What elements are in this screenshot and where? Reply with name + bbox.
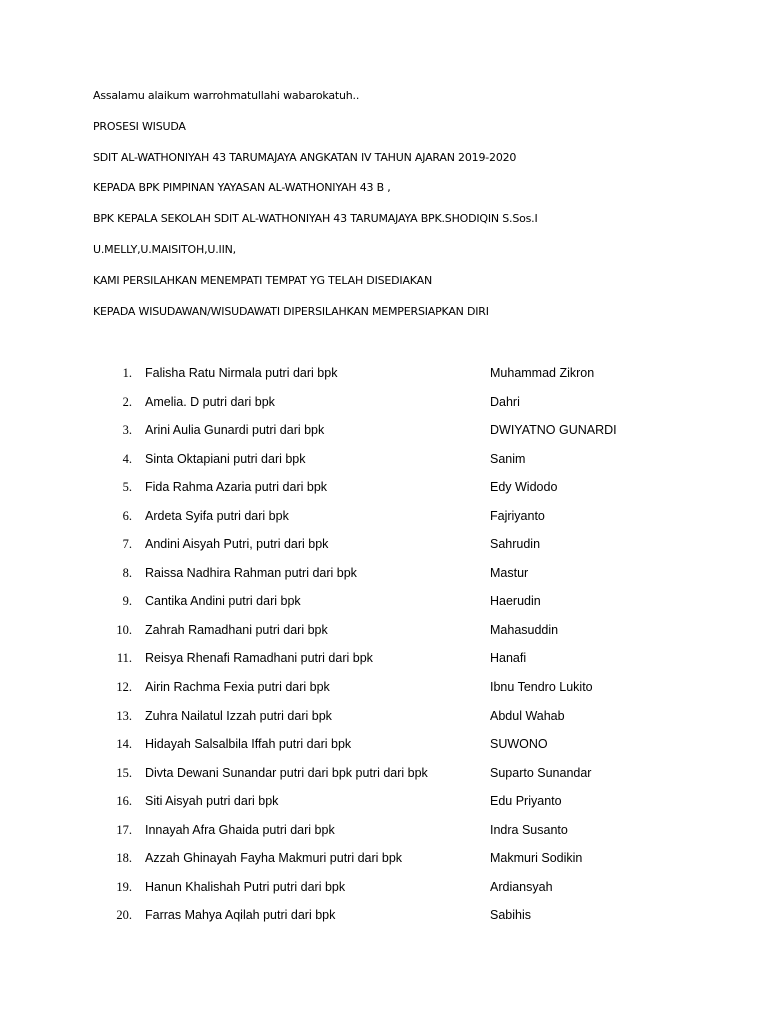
list-item (108, 678, 728, 707)
father-name: Mahasuddin (490, 622, 559, 637)
father-name: Fajriyanto (490, 508, 545, 523)
father-name: Sabihis (490, 908, 531, 923)
father-name: Dahri (490, 394, 520, 409)
graduate-name: Divta Dewani Sunandar putri dari bpk putri dari bpk (145, 765, 428, 780)
list-item-number: 19. (116, 879, 132, 894)
father-name: Ardiansyah (490, 879, 553, 894)
greeting-line: Assalamu alaikum warrohmatullahi wabarokatuh.. (93, 89, 360, 102)
father-name: DWIYATNO GUNARDI (490, 423, 617, 438)
graduate-name: Andini Aisyah Putri, putri dari bpk (145, 537, 329, 552)
list-item-number: 7. (122, 537, 132, 552)
graduate-name: Zahrah Ramadhani putri dari bpk (145, 622, 328, 637)
seating-invitation-line: KAMI PERSILAHKAN MENEMPATI TEMPAT YG TELAH DISEDIAKAN (93, 273, 432, 287)
list-item (108, 507, 728, 536)
graduate-name: Reisya Rhenafi Ramadhani putri dari bpk (145, 651, 373, 666)
graduate-name: Cantika Andini putri dari bpk (145, 594, 301, 609)
list-item (108, 393, 728, 422)
father-name: Muhammad Zikron (490, 366, 595, 380)
list-item-number: 17. (116, 822, 132, 837)
list-item (108, 421, 728, 450)
list-item-number: 11. (116, 651, 132, 666)
father-name: Haerudin (490, 594, 541, 609)
graduates-prepare-line: KEPADA WISUDAWAN/WISUDAWATI DIPERSILAHKAN MEMPERSIAPKAN DIRI (93, 304, 489, 318)
list-item (108, 535, 728, 564)
father-name: Abdul Wahab (490, 708, 565, 723)
list-item (108, 649, 728, 678)
list-item-number: 4. (122, 451, 132, 466)
graduate-name: Sinta Oktapiani putri dari bpk (145, 451, 306, 466)
list-item (108, 621, 728, 650)
list-item (108, 764, 728, 793)
principal-line: BPK KEPALA SEKOLAH SDIT AL-WATHONIYAH 43 TARUMAJAYA BPK.SHODIQIN S.Sos.I (93, 212, 538, 226)
list-item (108, 906, 728, 935)
list-item (108, 478, 728, 507)
list-item-number: 12. (116, 680, 132, 695)
graduate-name: Falisha Ratu Nirmala putri dari bpk (145, 366, 338, 380)
father-name: Indra Susanto (490, 822, 568, 837)
list-item (108, 707, 728, 736)
graduate-name: Azzah Ghinayah Fayha Makmuri putri dari bpk (145, 851, 403, 866)
list-item (108, 592, 728, 621)
list-item (108, 450, 728, 479)
list-item-number: 8. (122, 565, 132, 580)
school-class-line: SDIT AL-WATHONIYAH 43 TARUMAJAYA ANGKATAN IV TAHUN AJARAN 2019-2020 (93, 150, 517, 164)
list-item (108, 564, 728, 593)
father-name: SUWONO (490, 737, 548, 752)
graduate-name: Siti Aisyah putri dari bpk (145, 794, 279, 809)
graduate-name: Fida Rahma Azaria putri dari bpk (145, 480, 328, 495)
graduate-name: Farras Mahya Aqilah putri dari bpk (145, 908, 336, 923)
graduate-name: Hidayah Salsalbila Iffah putri dari bpk (145, 737, 352, 752)
list-item-number: 1. (122, 366, 132, 380)
list-item-number: 20. (116, 908, 132, 923)
father-name: Makmuri Sodikin (490, 851, 583, 866)
list-item-number: 10. (116, 622, 132, 637)
graduate-name: Airin Rachma Fexia putri dari bpk (145, 680, 330, 695)
teachers-line: U.MELLY,U.MAISITOH,U.IIN, (93, 242, 236, 256)
list-item (108, 821, 728, 850)
graduate-name: Ardeta Syifa putri dari bpk (145, 508, 289, 523)
graduate-name: Zuhra Nailatul Izzah putri dari bpk (145, 708, 332, 723)
list-item (108, 849, 728, 878)
list-item-number: 5. (122, 480, 132, 495)
graduate-name: Hanun Khalishah Putri putri dari bpk (145, 879, 346, 894)
list-item-number: 2. (122, 394, 132, 409)
father-name: Suparto Sunandar (490, 765, 592, 780)
list-item (108, 878, 728, 907)
list-item-number: 18. (116, 851, 132, 866)
list-item-number: 6. (122, 508, 132, 523)
foundation-leader-line: KEPADA BPK PIMPINAN YAYASAN AL-WATHONIYAH 43 B , (93, 181, 391, 195)
graduate-name: Arini Aulia Gunardi putri dari bpk (145, 423, 325, 438)
list-item-number: 9. (122, 594, 132, 609)
father-name: Ibnu Tendro Lukito (490, 680, 593, 695)
announcement-header (93, 88, 733, 334)
father-name: Edy Widodo (490, 480, 558, 495)
list-item-number: 3. (122, 423, 132, 438)
list-item-number: 16. (116, 794, 132, 809)
list-item (108, 792, 728, 821)
father-name: Hanafi (490, 651, 527, 666)
graduate-name: Amelia. D putri dari bpk (145, 394, 275, 409)
father-name: Sanim (490, 451, 526, 466)
graduate-list (108, 364, 728, 935)
father-name: Sahrudin (490, 537, 541, 552)
father-name: Edu Priyanto (490, 794, 562, 809)
father-name: Mastur (490, 565, 529, 580)
list-item (108, 364, 728, 393)
list-item-number: 15. (116, 765, 132, 780)
graduate-name: Innayah Afra Ghaida putri dari bpk (145, 822, 335, 837)
graduate-name: Raissa Nadhira Rahman putri dari bpk (145, 565, 357, 580)
list-item-number: 14. (116, 737, 132, 752)
list-item (108, 735, 728, 764)
list-item-number: 13. (116, 708, 132, 723)
ceremony-title: PROSESI WISUDA (93, 119, 186, 133)
